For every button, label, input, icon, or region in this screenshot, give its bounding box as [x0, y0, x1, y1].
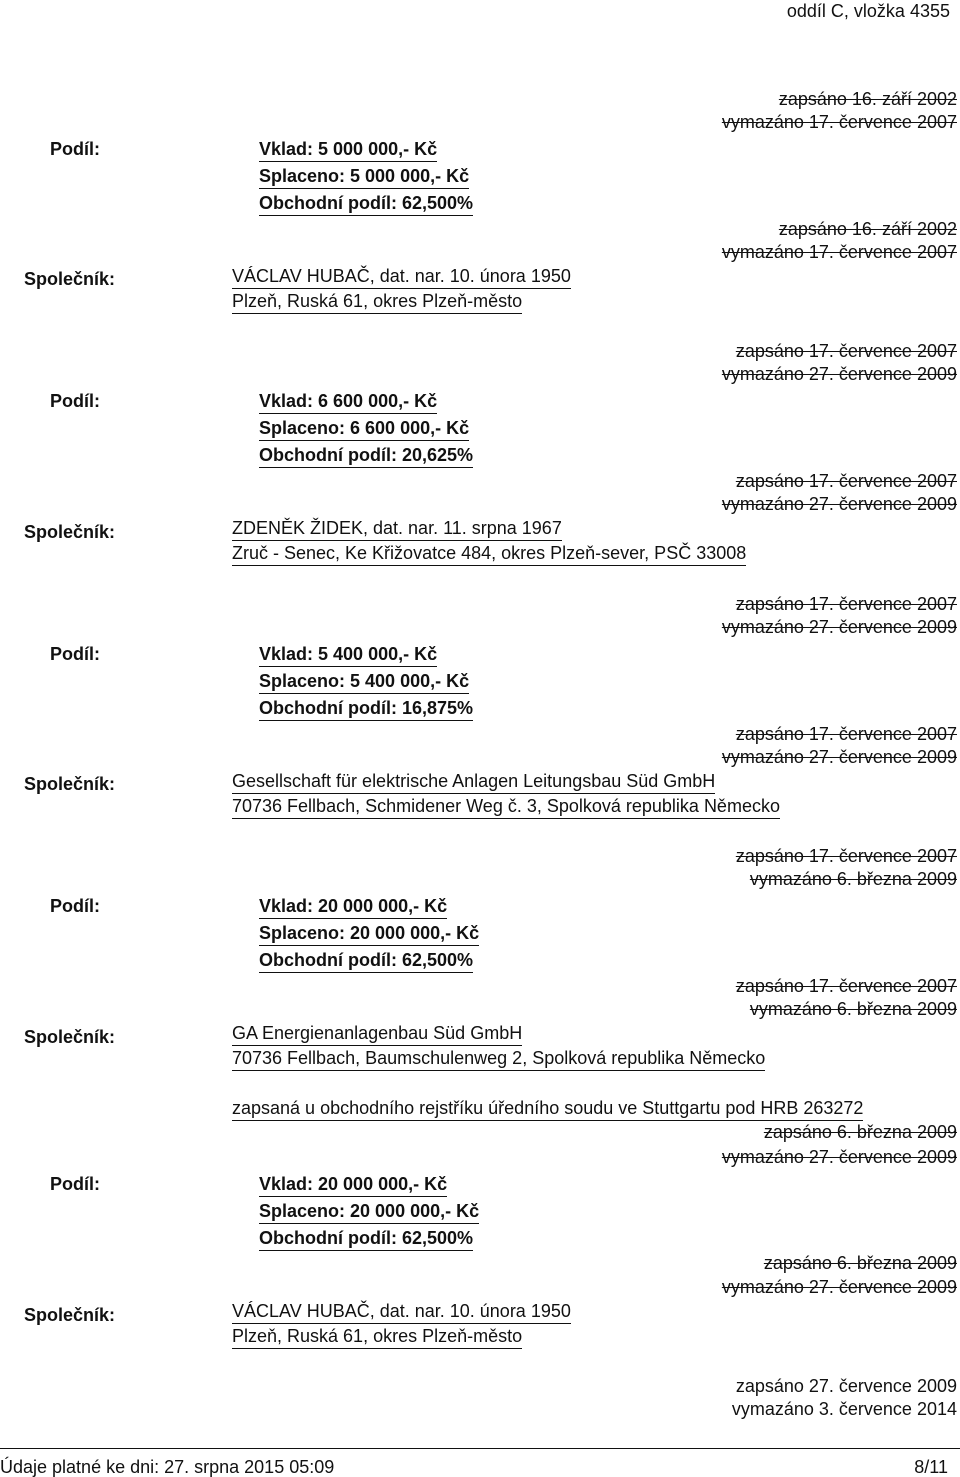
business-share: Obchodní podíl: 62,500%	[259, 951, 473, 973]
partner-name: GA Energienanlagenbau Süd GmbH	[232, 1024, 522, 1046]
record-date: zapsáno 17. července 2007	[735, 724, 957, 744]
partner-address: Plzeň, Ruská 61, okres Plzeň-město	[232, 1327, 522, 1349]
paid-amount: Splaceno: 20 000 000,- Kč	[259, 1202, 479, 1224]
record-date: zapsáno 6. března 2009	[763, 1122, 957, 1142]
partner-label: Společník:	[24, 774, 116, 794]
partner-address: Zruč - Senec, Ke Křižovatce 484, okres Plzeň-sever, PSČ 33008	[232, 544, 746, 566]
deposit: Vklad: 20 000 000,- Kč	[259, 897, 447, 919]
paid-amount: Splaceno: 5 400 000,- Kč	[259, 672, 469, 694]
share-label: Podíl:	[50, 644, 100, 664]
partner-address: 70736 Fellbach, Schmidener Weg č. 3, Spolková republika Německo	[232, 797, 780, 819]
record-date: zapsáno 17. července 2007	[735, 471, 957, 491]
partner-name: VÁCLAV HUBAČ, dat. nar. 10. února 1950	[232, 267, 571, 289]
deposit: Vklad: 6 600 000,- Kč	[259, 392, 437, 414]
partner-name: VÁCLAV HUBAČ, dat. nar. 10. února 1950	[232, 1302, 571, 1324]
partner-label: Společník:	[24, 269, 116, 289]
deletion-date: vymazáno 3. července 2014	[731, 1399, 957, 1419]
record-date: zapsáno 17. července 2007	[735, 594, 957, 614]
paid-amount: Splaceno: 5 000 000,- Kč	[259, 167, 469, 189]
record-date: zapsáno 6. března 2009	[763, 1253, 957, 1273]
page-header: oddíl C, vložka 4355	[786, 1, 950, 21]
footer-validity: Údaje platné ke dni: 27. srpna 2015 05:09	[0, 1457, 335, 1477]
partner-label: Společník:	[24, 1305, 116, 1325]
record-date: zapsáno 16. září 2002	[778, 89, 957, 109]
partner-label: Společník:	[24, 1027, 116, 1047]
partner-name: ZDENĚK ŽIDEK, dat. nar. 11. srpna 1967	[232, 519, 562, 541]
business-share: Obchodní podíl: 20,625%	[259, 446, 473, 468]
deletion-date: vymazáno 27. července 2009	[721, 364, 957, 384]
paid-amount: Splaceno: 20 000 000,- Kč	[259, 924, 479, 946]
deletion-date: vymazáno 6. března 2009	[749, 869, 957, 889]
record-date: zapsáno 17. července 2007	[735, 976, 957, 996]
record-date: zapsáno 16. září 2002	[778, 219, 957, 239]
business-share: Obchodní podíl: 16,875%	[259, 699, 473, 721]
footer	[0, 1448, 960, 1477]
deletion-date: vymazáno 27. července 2009	[721, 494, 957, 514]
partner-address: 70736 Fellbach, Baumschulenweg 2, Spolková republika Německo	[232, 1049, 765, 1071]
deletion-date: vymazáno 27. července 2009	[721, 617, 957, 637]
deletion-date: vymazáno 6. března 2009	[749, 999, 957, 1019]
share-label: Podíl:	[50, 391, 100, 411]
deletion-date: vymazáno 17. července 2007	[721, 112, 957, 132]
paid-amount: Splaceno: 6 600 000,- Kč	[259, 419, 469, 441]
deletion-date: vymazáno 27. července 2009	[721, 747, 957, 767]
share-label: Podíl:	[50, 1174, 100, 1194]
share-label: Podíl:	[50, 896, 100, 916]
partner-name: Gesellschaft für elektrische Anlagen Leitungsbau Süd GmbH	[232, 772, 715, 794]
page-number: 8/11	[914, 1457, 948, 1477]
deposit: Vklad: 5 400 000,- Kč	[259, 645, 437, 667]
record-date: zapsáno 27. července 2009	[735, 1376, 957, 1396]
deletion-date: vymazáno 17. července 2007	[721, 242, 957, 262]
partner-address: Plzeň, Ruská 61, okres Plzeň-město	[232, 292, 522, 314]
partner-registry: zapsaná u obchodního rejstříku úředního soudu ve Stuttgartu pod HRB 263272	[232, 1099, 863, 1121]
deletion-date: vymazáno 27. července 2009	[721, 1277, 957, 1297]
share-label: Podíl:	[50, 139, 100, 159]
deposit: Vklad: 5 000 000,- Kč	[259, 140, 437, 162]
record-date: zapsáno 17. července 2007	[735, 846, 957, 866]
deposit: Vklad: 20 000 000,- Kč	[259, 1175, 447, 1197]
business-share: Obchodní podíl: 62,500%	[259, 1229, 473, 1251]
deletion-date: vymazáno 27. července 2009	[721, 1147, 957, 1167]
partner-label: Společník:	[24, 522, 116, 542]
business-share: Obchodní podíl: 62,500%	[259, 194, 473, 216]
record-date: zapsáno 17. července 2007	[735, 341, 957, 361]
